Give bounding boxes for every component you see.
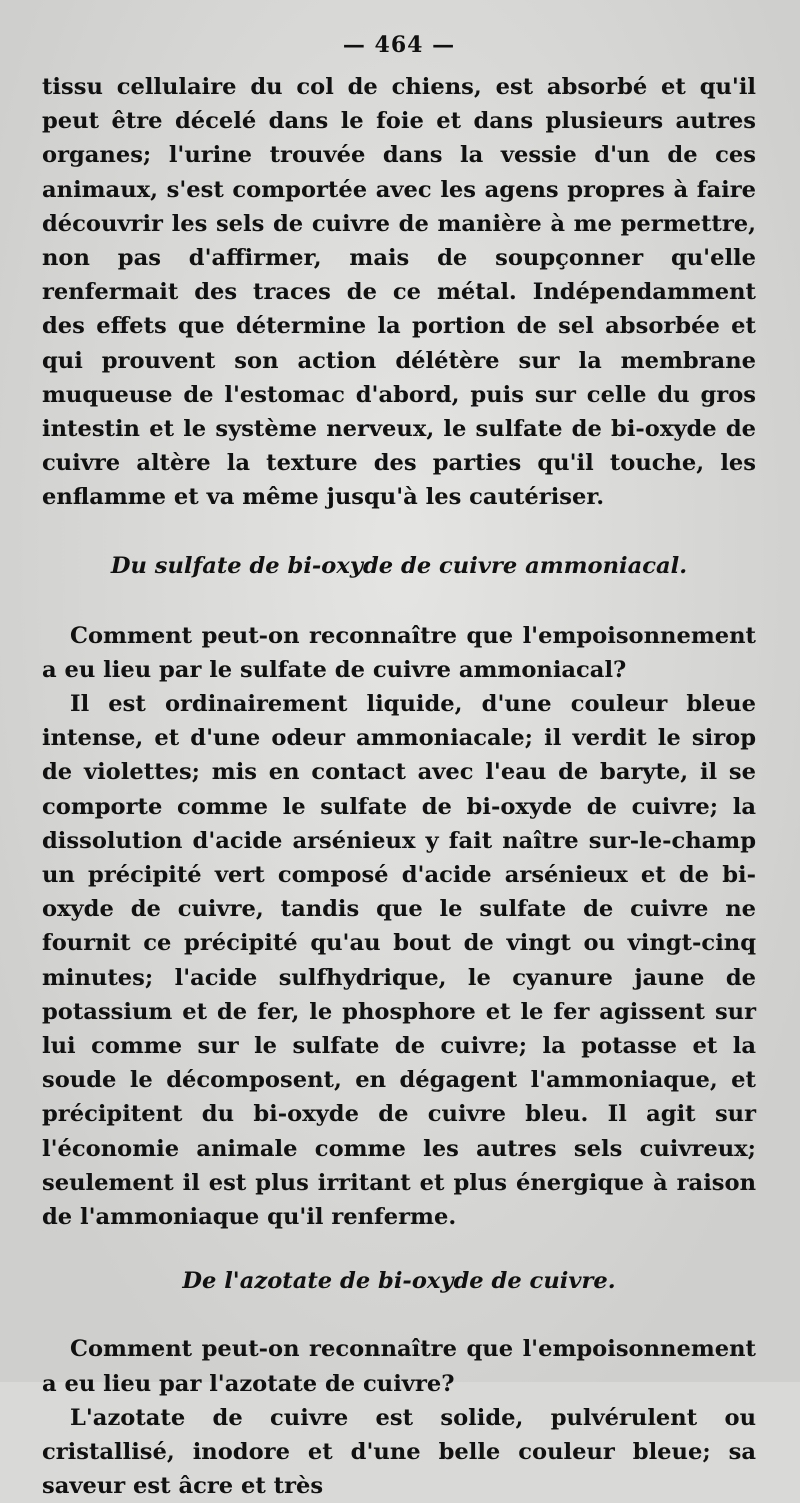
paragraph-3: Il est ordinairement liquide, d'une couleur bleue intense, et d'une odeur ammoniacale; il verdit le sirop de violettes; mis en contact avec l'eau de baryte, il se comporte comme le sulfate de bi-oxyde de cuivre; la dissolution d'acide arsénieux y fait naître sur-le-champ un précipité vert composé d'acide arsénieux et de bi-oxyde de cuivre, tandis que le sulfate de cuivre ne fournit ce précipité qu'au bout de vingt ou vingt-cinq minutes; l'acide sulfhydrique, le cyanure jaune de potassium et de fer, le phosphore et le fer agissent sur lui comme sur le sulfate de cuivre; la potasse et la soude le décomposent, en dégagent l'ammoniaque, et précipitent du bi-oxyde de cuivre bleu. Il agit sur l'économie animale comme les autres sels cuivreux; seulement il est plus irritant et plus énergique à raison de l'ammoniaque qu'il renferme.: [42, 691, 756, 1231]
paragraph-1: tissu cellulaire du col de chiens, est absorbé et qu'il peut être décelé dans le foie et dans plusieurs autres organes; l'urine trouvée dans la vessie d'un de ces animaux, s'est comportée avec les agens propres à faire découvrir les sels de cuivre de manière à me permettre, non pas d'affirmer, mais de soupçonner qu'elle renfermait des traces de ce métal. Indépendamment des effets que détermine la portion de sel absorbée et qui prouvent son action délétère sur la membrane muqueuse de l'estomac d'abord, puis sur celle du gros intestin et le système nerveux, le sulfate de bi-oxyde de cuivre altère la texture des parties qu'il touche, les enflamme et va même jusqu'à les cautériser.: [42, 74, 756, 511]
spacer: [42, 515, 756, 549]
spacer: [42, 1234, 756, 1264]
paragraph-5: L'azotate de cuivre est solide, pulvérulent ou cristallisé, inodore et d'une belle couleur bleue; sa saveur est âcre et très: [42, 1404, 756, 1500]
spacer: [42, 1298, 756, 1332]
paragraph-2: Comment peut-on reconnaître que l'empoisonnement a eu lieu par le sulfate de cuivre ammoniacal?: [42, 622, 756, 683]
section-heading-2: De l'azotate de bi-oxyde de cuivre.: [182, 1268, 616, 1295]
section-heading-1: Du sulfate de bi-oxyde de cuivre ammoniacal.: [110, 552, 688, 579]
page-number: — 464 —: [342, 32, 456, 58]
paragraph-4: Comment peut-on reconnaître que l'empoisonnement a eu lieu par l'azotate de cuivre?: [42, 1336, 756, 1397]
spacer: [42, 583, 756, 619]
